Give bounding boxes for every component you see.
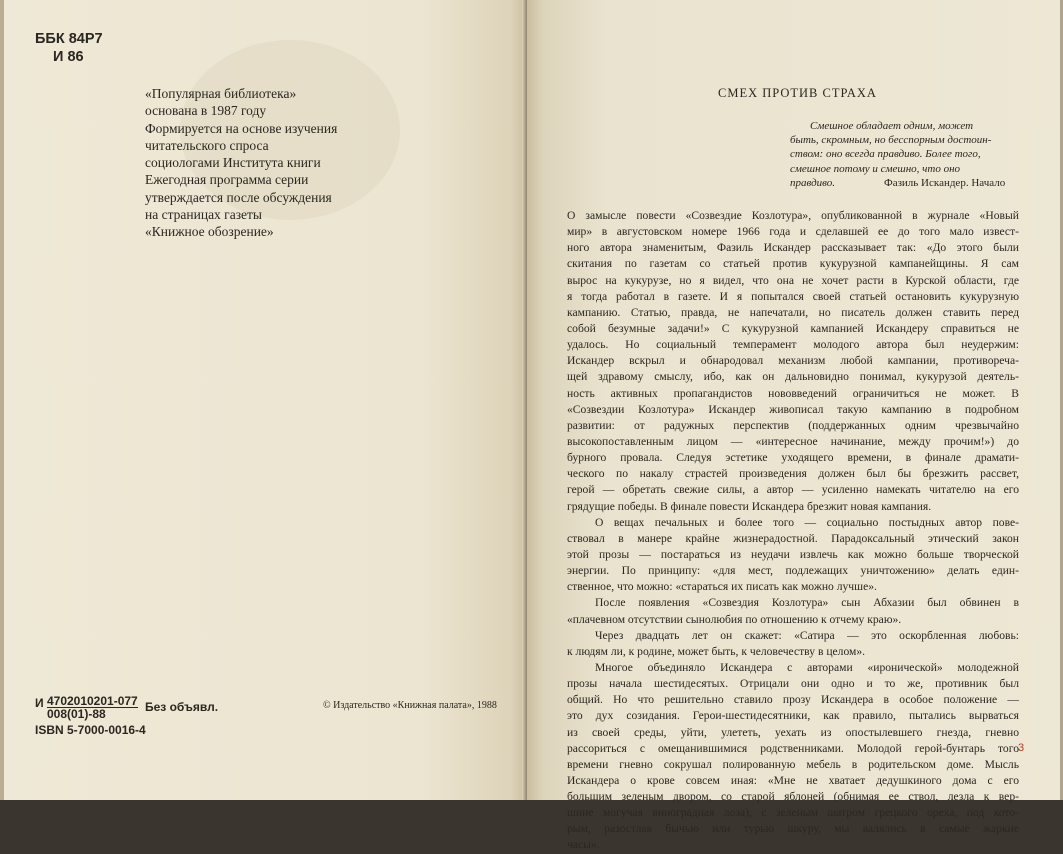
body-line: шине могучая виноградная лоза), с зеленым шатром грецкого ореха, под кото-	[567, 806, 1019, 820]
series-line: утверждается после обсуждения	[145, 189, 332, 205]
body-line: удалось. Но социальный темперамент молодого автора был неудержим:	[567, 338, 1019, 352]
series-line: на страницах газеты	[145, 207, 263, 223]
body-line: ческого по накалу страстей произведения должен был бы брезжить рассвет,	[567, 467, 1019, 481]
body-line: мир» в августовском номере 1966 года и сделавшей ее до того мало извест-	[567, 225, 1019, 239]
body-line: собой безумные задачи!» С кукурузной кампанией Искандеру справиться не	[567, 321, 1019, 335]
body-line: щей здравому смыслу, ибо, как он дальновидно понимал, кукурузой деятель-	[567, 370, 1019, 384]
body-line: высокопоставленным лицом — «интересное начинание, между прочим!») до	[567, 434, 1019, 448]
body-line: Многое объединяло Искандера с авторами «иронической» молодежной	[595, 660, 1019, 674]
series-line: читательского спроса	[145, 137, 269, 153]
body-line: Искандера о крове совсем иная: «Мне не хватает дедушкиного дома с его	[567, 773, 1019, 787]
series-line: основана в 1987 году	[145, 103, 267, 119]
imprint-letter: И	[35, 696, 44, 710]
left-page	[0, 0, 527, 800]
epigraph-line: смешное потому и смешно, что оно	[790, 162, 961, 175]
body-line: развитии: от радужных перспектив (поддержанных одним чрезвычайно	[567, 418, 1019, 432]
body-line: О вещах печальных и более того — социально постыдных автор пове-	[595, 515, 1019, 529]
body-line: «плачевном отсутствии сынолюбия по отношению к отчему краю».	[567, 612, 902, 626]
body-line: Через двадцать лет он скажет: «Сатира — это оскорбленная любовь:	[595, 628, 1019, 642]
body-line: рассориться с омещанившимися родственниками. Молодой герой-бунтарь того	[567, 741, 1019, 755]
body-line: я тогда работал в газете. И я попытался своей статьей остановить кукурузную	[567, 289, 1019, 303]
body-line: ность активных пропагандистов нововведений ограничиться не может. В	[567, 386, 1019, 400]
price-note: Без объявл.	[145, 700, 219, 714]
body-line: прозы начала шестидесятых. Отрицали они одно и то же, противник был	[567, 677, 1019, 691]
series-description	[145, 85, 337, 241]
series-line: социологами Института книги	[145, 155, 321, 171]
body-line: вырос на кукурузе, но я видел, что она не хочет расти в Курской области, где	[567, 273, 1019, 287]
body-line: рым, разостлав бычью или турью шкуру, мы валялись в самые жаркие	[567, 822, 1019, 836]
body-line: часы».	[567, 838, 600, 852]
body-text	[567, 208, 1019, 854]
series-line: Ежегодная программа серии	[145, 172, 309, 188]
body-line: энергии. По принципу: «для мест, подлежащих уничтожению» делать един-	[567, 564, 1019, 578]
epigraph-line: Смешное обладает одним, может	[810, 120, 974, 132]
body-line: бурного провала. Следуя эстетике уходящего времени, в финале драмати-	[567, 451, 1019, 465]
body-line: это дух созидания. Герои-шестидесятники, как правило, пытались вырваться	[567, 709, 1019, 723]
body-line: к людям ли, к родине, может быть, к человечеству в целом».	[567, 644, 866, 658]
epigraph-line: ством: оно всегда правдиво. Более того,	[790, 148, 981, 161]
imprint-index: 008(01)-88	[46, 707, 106, 721]
page-number: 3	[1018, 742, 1025, 754]
copyright-notice: © Издательство «Книжная палата», 1988	[323, 700, 497, 711]
series-line: «Популярная библиотека»	[145, 86, 297, 101]
bbk-code: ББК 84Р7	[35, 31, 103, 47]
body-line: ствовал в манере крайне жизнерадостной. Парадоксальный этический закон	[567, 531, 1019, 545]
body-line: ного автора знаменитым, Фазиль Искандер рассказывает так: «До этого были	[567, 241, 1019, 255]
imprint-code: 4702010201-077	[46, 694, 138, 708]
body-line: скитания по газетам со статьей против кукурузной кампанейщины. Я сам	[567, 257, 1019, 271]
body-line: грядущие победы. В финале повести Искандера брезжит новая кампания.	[567, 499, 932, 513]
body-line: После появления «Созвездия Козлотура» сын Абхазии был обвинен в	[595, 596, 1019, 610]
body-line: большим зеленым двором, со старой яблоней (обнимая ее ствол, лезла к вер-	[567, 790, 1019, 804]
body-line: Искандер вскрыл и обнародовал механизм любой кампании, противореча-	[567, 354, 1019, 368]
body-line: герой — обретать свежие силы, а автор — усиленно намекать читателю на его	[567, 483, 1019, 497]
page-edge	[0, 0, 4, 800]
bbk-classification	[35, 30, 103, 66]
series-line: «Книжное обозрение»	[145, 224, 274, 240]
body-line: этой прозы — постараться из неудачи извлечь как можно больше творческой	[567, 547, 1019, 561]
epigraph-line: правдиво.	[790, 176, 836, 189]
body-line: кампанию. Статью, правда, не напечатали, но писатель должен ставить перед	[567, 305, 1019, 319]
imprint-block	[35, 695, 146, 739]
chapter-title: СМЕХ ПРОТИВ СТРАХА	[718, 86, 877, 100]
body-line: времени гневно сокрушал полированную мебель в родительском доме. Мысль	[567, 757, 1019, 771]
series-line: Формируется на основе изучения	[145, 120, 338, 136]
body-line: О замысле повести «Созвездие Козлотура», опубликованной в журнале «Новый	[567, 209, 1019, 222]
body-line: «Созвездии Козлотура» Искандер живописал такую кампанию в подробном	[567, 402, 1019, 416]
epigraph-line: быть, скромным, но бесспорным достоин-	[790, 134, 992, 147]
body-line: из своей среды, уйти, улететь, уехать из опостылевшего гнезда, гневно	[567, 725, 1019, 739]
epigraph-author: Фазиль Искандер. Начало	[884, 177, 1006, 189]
body-line: общий. Но что решительно ставило прозу Искандера в особое положение —	[567, 693, 1019, 707]
isbn: ISBN 5-7000-0016-4	[35, 723, 146, 737]
body-line: ственное, что можно: «стараться их писать как можно лучше».	[567, 580, 877, 594]
author-mark: И 86	[53, 49, 84, 65]
